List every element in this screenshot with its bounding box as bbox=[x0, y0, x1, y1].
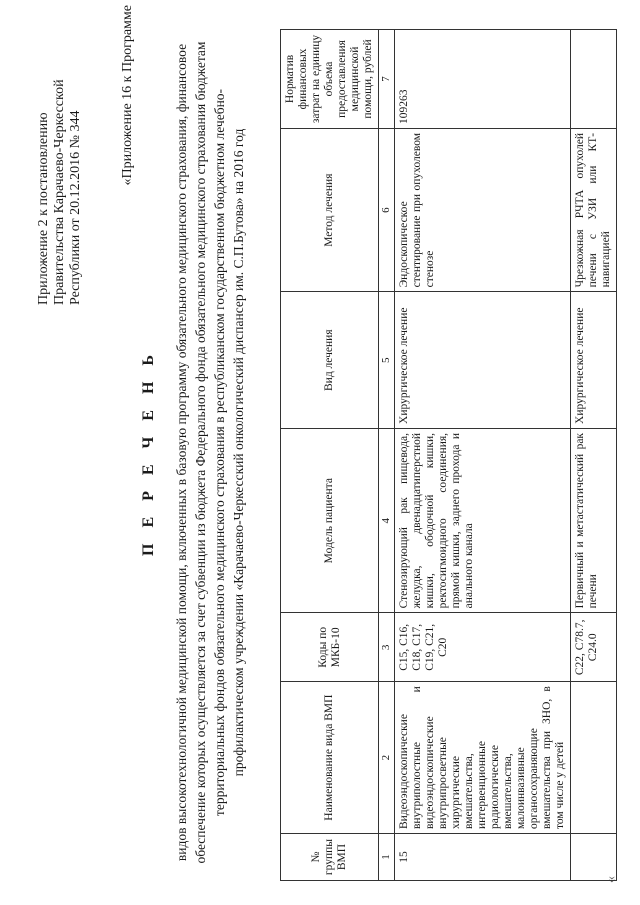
column-number: 3 bbox=[379, 613, 395, 682]
header-vmp-name: Наименование вида ВМП bbox=[281, 682, 379, 834]
column-number-row bbox=[379, 30, 395, 881]
approval-line-1: Приложение 2 к постановлению bbox=[36, 112, 51, 305]
header-group-number: № группы ВМП bbox=[281, 834, 379, 881]
vmp-name-cell: Видеоэндоскопические внутриполостные и видеоэндоскопические внутрипросветные хирургические вмешательства, интервенционные радиологические вмешательства, малоинвазивные органосохраняющие вмешательства при ЗНО, в том числе у детей bbox=[395, 682, 571, 834]
document-title: П Е Р Е Ч Е Н Ь bbox=[140, 349, 157, 556]
treatment-type-cell: Хирургическое лечение bbox=[395, 292, 571, 429]
icd-codes-cell: C15, C16, C18, C17, C19, C21, C20 bbox=[395, 613, 571, 682]
column-number: 4 bbox=[379, 428, 395, 612]
approval-line-3: Республики от 20.12.2016 № 344 bbox=[68, 110, 83, 305]
group-number-cell bbox=[571, 834, 617, 881]
treatment-method-cell: Эндоскопическое стентирование при опухолевом стенозе bbox=[395, 128, 571, 291]
table-row bbox=[571, 30, 617, 881]
cost-cell bbox=[571, 30, 617, 129]
scan-mark: « bbox=[604, 876, 619, 883]
header-icd-codes: Коды по МКБ-10 bbox=[281, 613, 379, 682]
column-number: 7 bbox=[379, 30, 395, 129]
cost-cell: 109263 bbox=[395, 30, 571, 129]
treatment-method-cell: Чрезкожная РЧТА опухолей печени с УЗИ или КТ-навигацией bbox=[571, 128, 617, 291]
vmp-name-cell bbox=[571, 682, 617, 834]
document-intro: видов высокотехнологичной медицинской помощи, включенных в базовую программу обязательного медицинского страхования, финансовое обеспечение которых осуществляется за счет субвенции из бюджета Федерального фонда обязательного медицинского страхования бюджетам территориальных фондов обязательного медицинского страхования в республиканском государственном бюджетном лечебно-профилактическом учреждении «Карачаево-Черкесский онкологический диспансер им. С.П.Бутова» на 2016 год bbox=[174, 41, 246, 864]
approval-header bbox=[36, 15, 84, 305]
column-number: 5 bbox=[379, 292, 395, 429]
icd-codes-cell: C22, C78.7, C24.0 bbox=[571, 613, 617, 682]
table-row bbox=[395, 30, 571, 881]
header-treatment-type: Вид лечения bbox=[281, 292, 379, 429]
table-header-row bbox=[281, 30, 379, 881]
patient-model-cell: Стенозирующий рак пищевода, желудка, двенадцатиперстной кишки, ободочной кишки, ректосигмоидного соединения, прямой кишки, заднего прохода и анального канала bbox=[395, 428, 571, 612]
patient-model-cell: Первичный и метастатический рак печени bbox=[571, 428, 617, 612]
column-number: 2 bbox=[379, 682, 395, 834]
header-cost-standard: Норматив финансовых затрат на единицу объема предоставления медицинской помощи, рублей bbox=[281, 30, 379, 129]
header-patient-model: Модель пациента bbox=[281, 428, 379, 612]
group-number-cell: 15 bbox=[395, 834, 571, 881]
vmp-table bbox=[280, 29, 617, 881]
annex-label: «Приложение 16 к Программе bbox=[120, 5, 135, 186]
header-treatment-method: Метод лечения bbox=[281, 128, 379, 291]
treatment-type-cell: Хирургическое лечение bbox=[571, 292, 617, 429]
column-number: 1 bbox=[379, 834, 395, 881]
column-number: 6 bbox=[379, 128, 395, 291]
approval-line-2: Правительства Карачаево-Черкесской bbox=[52, 79, 67, 305]
